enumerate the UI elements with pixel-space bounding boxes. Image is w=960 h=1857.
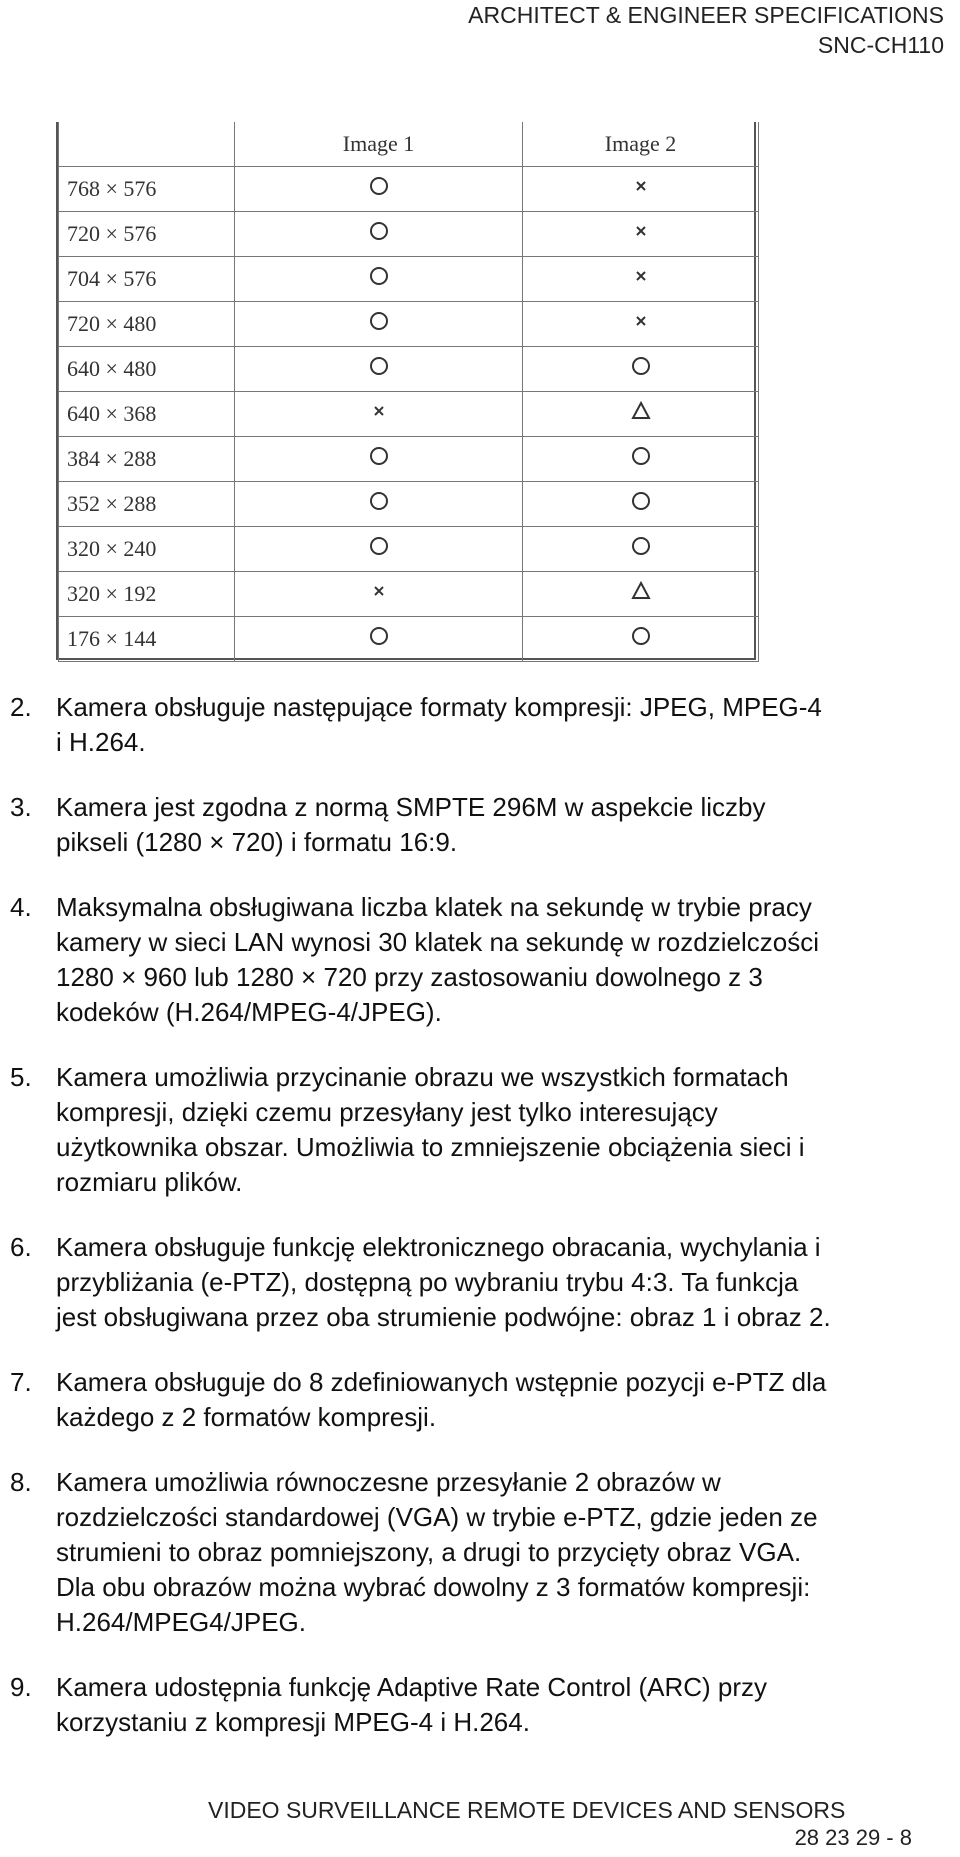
item-number: 2.: [10, 692, 32, 722]
item-text: Kamera obsługuje funkcję elektronicznego obracania, wychylania i przybliżania (e-PTZ), dostępną po wybraniu trybu 4:3. Ta funkcja jest obsługiwana przez oba strumienie podwójne: obraz 1 i obraz 2.: [56, 1232, 831, 1332]
cross-mark-icon: [630, 265, 652, 293]
header-model: SNC-CH110: [817, 32, 944, 58]
triangle-mark-icon: [630, 400, 652, 428]
cross-mark-icon: [368, 580, 390, 608]
page-number: 28 23 29 - 8: [794, 1825, 912, 1850]
image2-cell: [523, 437, 759, 482]
table-row: [59, 167, 759, 212]
resolution-cell: 384 × 288: [59, 437, 235, 482]
resolution-table: [56, 122, 756, 660]
resolution-cell: 720 × 480: [59, 302, 235, 347]
image1-cell: [235, 437, 523, 482]
table-row: [59, 527, 759, 572]
item-text: Maksymalna obsługiwana liczba klatek na sekundę w trybie pracy kamery w sieci LAN wynosi 30 klatek na sekundę w rozdzielczości 1280 × 960 lub 1280 × 720 przy zastosowaniu dowolnego z 3 kodeków (H.264/MPEG-4/JPEG).: [56, 892, 819, 1027]
cross-mark-icon: [630, 310, 652, 338]
table-row: [59, 257, 759, 302]
table-row: [59, 482, 759, 527]
item-text: Kamera umożliwia przycinanie obrazu we wszystkich formatach kompresji, dzięki czemu przesyłany jest tylko interesujący użytkownika obszar. Umożliwia to zmniejszenie obciążenia sieci i rozmiaru plików.: [56, 1062, 805, 1197]
item-text: Kamera obsługuje następujące formaty kompresji: JPEG, MPEG-4 i H.264.: [56, 692, 822, 757]
triangle-mark-icon: [630, 580, 652, 608]
page-header: [468, 0, 944, 60]
circle-mark-icon: [368, 445, 390, 473]
item-text: Kamera obsługuje do 8 zdefiniowanych wstępnie pozycji e-PTZ dla każdego z 2 formatów kompresji.: [56, 1367, 827, 1432]
circle-mark-icon: [630, 535, 652, 563]
table-row: [59, 572, 759, 617]
image2-cell: [523, 572, 759, 617]
header-cell-image1: Image 1: [235, 122, 523, 167]
table-row: [59, 392, 759, 437]
image2-cell: [523, 392, 759, 437]
cross-mark-icon: [630, 220, 652, 248]
image2-cell: [523, 617, 759, 662]
resolution-cell: 320 × 240: [59, 527, 235, 572]
item-number: 9.: [10, 1672, 32, 1702]
item-number: 7.: [10, 1367, 32, 1397]
resolution-cell: 320 × 192: [59, 572, 235, 617]
item-number: 8.: [10, 1467, 32, 1497]
circle-mark-icon: [368, 220, 390, 248]
circle-mark-icon: [630, 355, 652, 383]
circle-mark-icon: [368, 535, 390, 563]
item-number: 4.: [10, 892, 32, 922]
list-item: [10, 1060, 960, 1200]
resolution-cell: 720 × 576: [59, 212, 235, 257]
spec-list: [10, 690, 960, 1770]
list-item: [10, 790, 960, 860]
circle-mark-icon: [368, 265, 390, 293]
item-text: Kamera udostępnia funkcję Adaptive Rate Control (ARC) przy korzystaniu z kompresji MPEG-4 i H.264.: [56, 1672, 768, 1737]
resolution-cell: 640 × 368: [59, 392, 235, 437]
image2-cell: [523, 302, 759, 347]
resolution-cell: 352 × 288: [59, 482, 235, 527]
image1-cell: [235, 617, 523, 662]
image1-cell: [235, 392, 523, 437]
image2-cell: [523, 482, 759, 527]
table-row: [59, 347, 759, 392]
list-item: [10, 1230, 960, 1335]
resolution-cell: 176 × 144: [59, 617, 235, 662]
table-row: [59, 617, 759, 662]
image1-cell: [235, 302, 523, 347]
table-row: [59, 302, 759, 347]
circle-mark-icon: [368, 625, 390, 653]
image2-cell: [523, 347, 759, 392]
item-number: 5.: [10, 1062, 32, 1092]
image1-cell: [235, 482, 523, 527]
resolution-cell: 640 × 480: [59, 347, 235, 392]
circle-mark-icon: [368, 310, 390, 338]
list-item: [10, 1365, 960, 1435]
list-item: [10, 1465, 960, 1640]
circle-mark-icon: [630, 490, 652, 518]
circle-mark-icon: [368, 175, 390, 203]
item-number: 3.: [10, 792, 32, 822]
image2-cell: [523, 212, 759, 257]
list-item: [10, 890, 960, 1030]
list-item: [10, 690, 960, 760]
circle-mark-icon: [630, 625, 652, 653]
image1-cell: [235, 167, 523, 212]
circle-mark-icon: [368, 355, 390, 383]
cross-mark-icon: [630, 175, 652, 203]
image2-cell: [523, 167, 759, 212]
item-text: Kamera jest zgodna z normą SMPTE 296M w aspekcie liczby pikseli (1280 × 720) i formatu 16:9.: [56, 792, 766, 857]
resolution-cell: 768 × 576: [59, 167, 235, 212]
header-cell-image2: Image 2: [523, 122, 759, 167]
table-row: [59, 437, 759, 482]
image1-cell: [235, 212, 523, 257]
image2-cell: [523, 257, 759, 302]
image1-cell: [235, 572, 523, 617]
header-cell-resolution: [59, 122, 235, 167]
circle-mark-icon: [368, 490, 390, 518]
image1-cell: [235, 257, 523, 302]
image1-cell: [235, 347, 523, 392]
image1-cell: [235, 527, 523, 572]
cross-mark-icon: [368, 400, 390, 428]
item-text: Kamera umożliwia równoczesne przesyłanie 2 obrazów w rozdzielczości standardowej (VGA) w trybie e-PTZ, gdzie jeden ze strumieni to obraz pomniejszony, a drugi to przycięty obraz VGA. Dla obu obrazów można wybrać dowolny z 3 formatów kompresji: H.264/MPEG4/JPEG.: [56, 1467, 818, 1637]
table-header-row: [59, 122, 759, 167]
header-title: ARCHITECT & ENGINEER SPECIFICATIONS: [468, 2, 944, 28]
table-row: [59, 212, 759, 257]
list-item: [10, 1670, 960, 1740]
resolution-cell: 704 × 576: [59, 257, 235, 302]
item-number: 6.: [10, 1232, 32, 1262]
image2-cell: [523, 527, 759, 572]
footer-title: VIDEO SURVEILLANCE REMOTE DEVICES AND SENSORS: [208, 1797, 846, 1823]
circle-mark-icon: [630, 445, 652, 473]
